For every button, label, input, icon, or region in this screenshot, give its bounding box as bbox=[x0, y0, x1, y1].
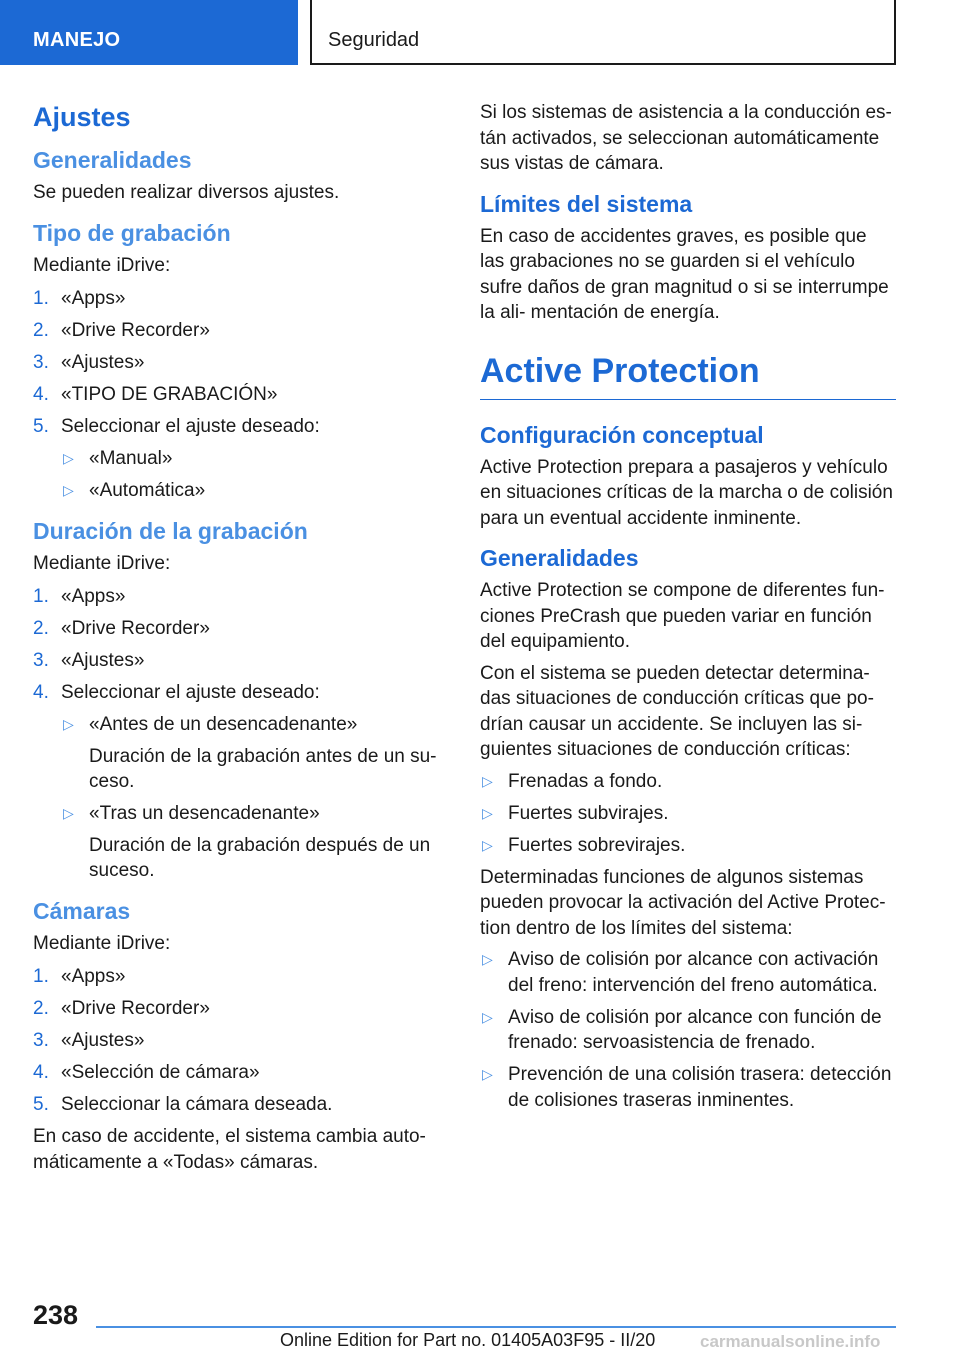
functions-list bbox=[480, 947, 896, 1113]
triangle-bullet-icon: ▷ bbox=[482, 804, 493, 821]
list-item: ▷ Fuertes sobrevirajes. bbox=[480, 833, 896, 859]
list-item: 5. Seleccionar el ajuste deseado: bbox=[33, 416, 320, 437]
continued-text: Si los sistemas de asistencia a la conducción es‐ tán activados, se seleccionan automáticamente sus vistas de cámara. bbox=[480, 102, 892, 174]
limites-heading: Límites del sistema bbox=[480, 190, 693, 217]
generalidades-text: Se pueden realizar diversos ajustes. bbox=[33, 182, 340, 203]
list-item: ▷ «Tras un desencadenante» Duración de la grabación después de un suceso. bbox=[63, 803, 431, 881]
list-item: ▷ Aviso de colisión por alcance con activación del freno: intervención del freno automática. bbox=[482, 949, 879, 996]
ajustes-title: Ajustes bbox=[33, 102, 131, 132]
list-item: 3. «Ajustes» bbox=[33, 1030, 145, 1051]
list-item: 1. «Apps» bbox=[33, 288, 126, 309]
list-item: 2. «Drive Recorder» bbox=[33, 998, 210, 1019]
list-item: 4. Seleccionar el ajuste deseado: bbox=[33, 682, 320, 703]
generalidades-ap-heading: Generalidades bbox=[480, 545, 639, 571]
duracion-options bbox=[61, 712, 443, 884]
triangle-bullet-icon: ▷ bbox=[63, 716, 74, 732]
list-item: 1. «Apps» bbox=[33, 966, 126, 987]
section-tab bbox=[0, 0, 298, 65]
duracion-steps bbox=[33, 584, 443, 706]
generalidades-ap-p2: Con el sistema se pueden detectar determina‐ das situaciones de conducción críticas que po‐ drían causar un accidente. Se incluyen las si‐ guientes situaciones de conducción críticas: bbox=[480, 662, 874, 760]
camaras-steps bbox=[33, 964, 443, 1118]
list-item: ▷ Prevención de una colisión trasera: detección de colisiones traseras inminentes. bbox=[482, 1064, 892, 1111]
left-column bbox=[33, 100, 443, 1181]
triangle-bullet-icon: ▷ bbox=[482, 951, 493, 967]
active-protection-title: Active Protection bbox=[480, 352, 896, 400]
list-item: 2. «Drive Recorder» bbox=[33, 618, 210, 639]
list-item: 3. «Ajustes» bbox=[33, 650, 145, 671]
triangle-bullet-icon: ▷ bbox=[482, 1066, 493, 1082]
list-item: 5. Seleccionar la cámara deseada. bbox=[33, 1094, 333, 1115]
list-item: 4. «TIPO DE GRABACIÓN» bbox=[33, 384, 278, 405]
section-label: MANEJO bbox=[33, 29, 121, 51]
triangle-bullet-icon: ▷ bbox=[482, 1008, 493, 1025]
list-item: 4. «Selección de cámara» bbox=[33, 1062, 260, 1083]
footer-edition: Online Edition for Part no. 01405A03F95 - II/20 bbox=[280, 1330, 656, 1350]
duracion-intro: Mediante iDrive: bbox=[33, 552, 171, 574]
list-item: ▷ «Manual» bbox=[61, 446, 443, 472]
list-item: ▷ «Antes de un desencadenante» Duración de la grabación antes de un su‐ ceso. bbox=[63, 714, 437, 792]
list-item: 1. «Apps» bbox=[33, 586, 126, 607]
situations-list bbox=[480, 769, 896, 859]
triangle-bullet-icon: ▷ bbox=[63, 482, 74, 498]
list-item: ▷ Frenadas a fondo. bbox=[480, 769, 896, 795]
generalidades-ap-p1: Active Protection se compone de diferentes fun‐ ciones PreCrash que pueden variar en función del equipamiento. bbox=[480, 580, 885, 652]
page-number: 238 bbox=[33, 1300, 79, 1330]
camaras-heading: Cámaras bbox=[33, 897, 131, 924]
duracion-heading: Duración de la grabación bbox=[33, 517, 308, 544]
chapter-label: Seguridad bbox=[328, 29, 420, 51]
generalidades-heading: Generalidades bbox=[33, 147, 192, 173]
limites-text: En caso de accidentes graves, es posible que las grabaciones no se guarden si el vehículo sufre daños de gran magnitud o si se interrumpe la ali‐ mentación de energía. bbox=[480, 225, 889, 323]
generalidades-ap-p3: Determinadas funciones de algunos sistemas pueden provocar la activación del Active Protec‐ tion dentro de los límites del sistema: bbox=[480, 866, 886, 939]
triangle-bullet-icon: ▷ bbox=[63, 805, 74, 821]
camaras-note: En caso de accidente, el sistema cambia auto‐ máticamente a «Todas» cámaras. bbox=[33, 1126, 426, 1173]
triangle-bullet-icon: ▷ bbox=[482, 772, 493, 789]
tipo-grabacion-heading: Tipo de grabación bbox=[33, 219, 231, 246]
list-item: 2. «Drive Recorder» bbox=[33, 320, 210, 341]
list-item: ▷ Aviso de colisión por alcance con función de frenado: servoasistencia de frenado. bbox=[482, 1006, 882, 1053]
tipo-options bbox=[61, 446, 443, 504]
list-item: ▷ Fuertes subvirajes. bbox=[480, 801, 896, 827]
watermark: carmanualsonline.info bbox=[700, 1332, 881, 1351]
triangle-bullet-icon: ▷ bbox=[63, 450, 74, 466]
list-item: 3. «Ajustes» bbox=[33, 352, 145, 373]
tipo-steps bbox=[33, 286, 443, 440]
list-item: ▷ «Automática» bbox=[61, 478, 443, 504]
tipo-intro: Mediante iDrive: bbox=[33, 254, 171, 276]
chapter-tab bbox=[310, 0, 896, 65]
configuracion-text: Active Protection prepara a pasajeros y vehículo en situaciones críticas de la marcha o de colisión para un eventual accidente inminente. bbox=[480, 456, 893, 529]
camaras-intro: Mediante iDrive: bbox=[33, 932, 171, 954]
triangle-bullet-icon: ▷ bbox=[482, 836, 493, 853]
right-column bbox=[480, 100, 896, 1120]
footer-divider bbox=[96, 1326, 896, 1328]
configuracion-heading: Configuración conceptual bbox=[480, 421, 764, 448]
